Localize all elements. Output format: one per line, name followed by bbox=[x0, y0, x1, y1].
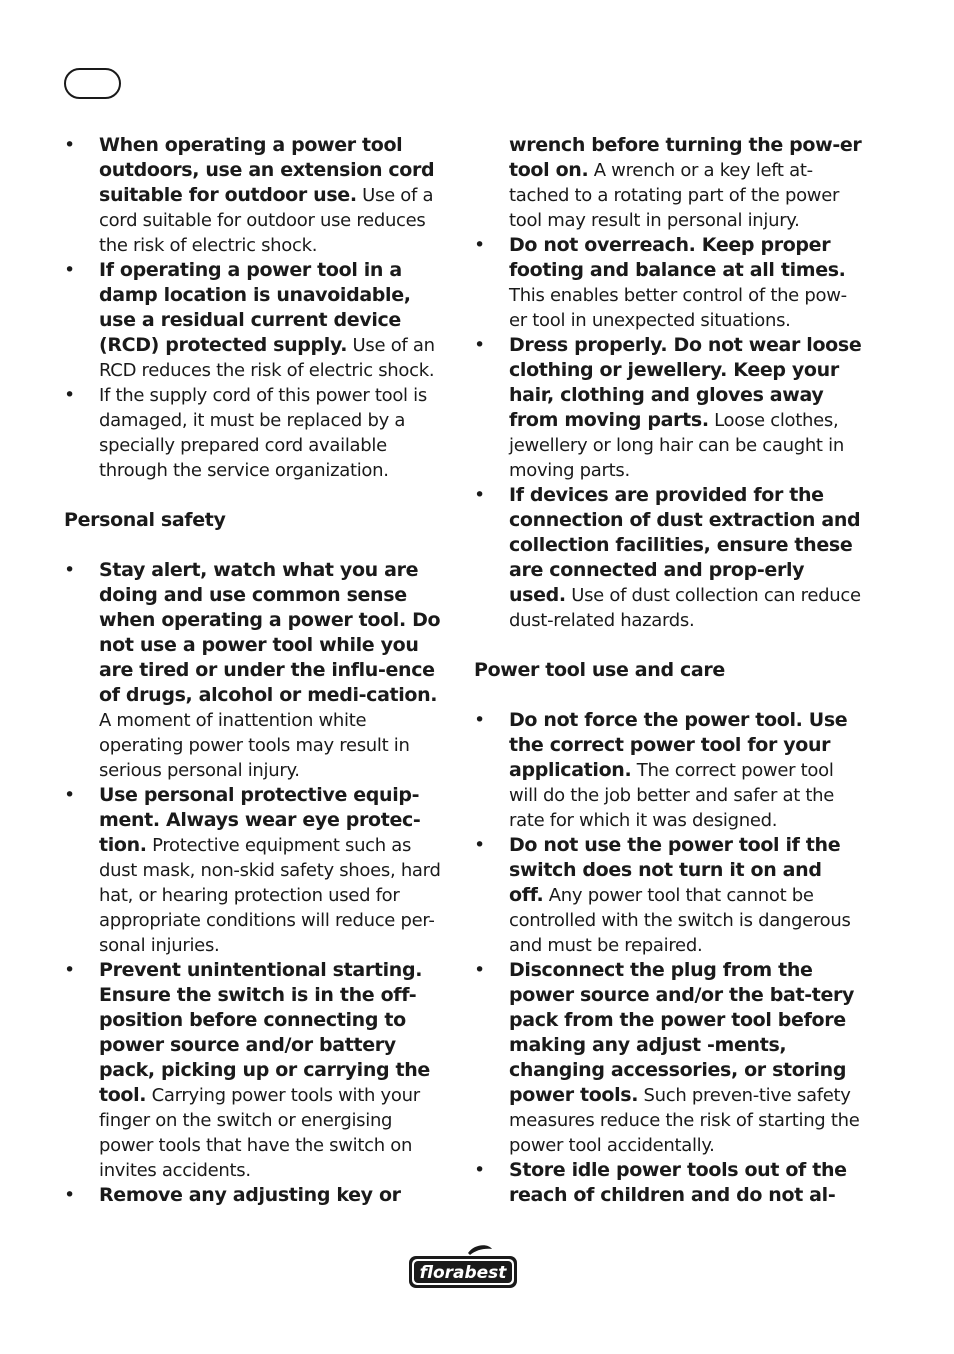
item-normal-text: A moment of inattention white operating power tools may result in serious personal injury. bbox=[99, 710, 410, 781]
item-normal-text: Carrying power tools with your finger on the switch or energising power tools that have the switch on invites accidents. bbox=[99, 1085, 420, 1181]
bullet: • bbox=[64, 1184, 75, 1206]
item-normal-text: Any power tool that cannot be controlled with the switch is dangerous and must be repaired. bbox=[509, 885, 851, 956]
list-item bbox=[474, 833, 862, 958]
bullet: • bbox=[64, 784, 75, 806]
item-normal-text: Such preven-tive safety measures reduce the risk of starting the power tool accidentally. bbox=[509, 1085, 860, 1156]
list-item bbox=[474, 233, 862, 333]
list-item bbox=[64, 133, 449, 258]
section-heading-power-tool-use: Power tool use and care bbox=[474, 659, 725, 681]
list-item bbox=[64, 558, 449, 783]
florabest-logo bbox=[408, 1243, 518, 1291]
language-tab bbox=[64, 68, 121, 99]
bullet: • bbox=[474, 484, 485, 506]
bullet: • bbox=[474, 834, 485, 856]
item-normal-text: Loose clothes, jewellery or long hair can be caught in moving parts. bbox=[509, 410, 844, 481]
item-normal-text: A wrench or a key left at-tached to a rotating part of the power tool may result in personal injury. bbox=[509, 160, 840, 231]
list-item bbox=[64, 783, 449, 958]
bullet: • bbox=[64, 134, 75, 156]
bullet: • bbox=[474, 709, 485, 731]
right-column bbox=[474, 133, 862, 1208]
item-bold-text: Do not force the power tool. Use the correct power tool for your application. bbox=[509, 709, 848, 781]
bullet: • bbox=[64, 384, 75, 406]
item-normal-text: This enables better control of the pow-er tool in unexpected situations. bbox=[509, 285, 847, 331]
bullet: • bbox=[474, 234, 485, 256]
list-item-continuation bbox=[474, 133, 862, 233]
item-bold-text: Disconnect the plug from the power source and/or the bat-tery pack from the power tool before making any adjust -ments, changing accessories, or storing power tools. bbox=[509, 959, 855, 1106]
item-bold-text: wrench before turning the pow-er tool on. bbox=[509, 134, 862, 181]
item-bold-text: Remove any adjusting key or bbox=[99, 1184, 401, 1206]
item-normal-text: The correct power tool will do the job better and safer at the rate for which it was designed. bbox=[509, 760, 835, 831]
item-bold-text: Do not use the power tool if the switch does not turn it on and off. bbox=[509, 834, 841, 906]
section-heading-personal-safety: Personal safety bbox=[64, 509, 226, 531]
list-item bbox=[474, 333, 862, 483]
list-item bbox=[474, 708, 862, 833]
item-bold-text: If operating a power tool in a damp location is unavoidable, use a residual current device (RCD) protected supply. bbox=[99, 259, 411, 356]
bullet: • bbox=[64, 259, 75, 281]
item-bold-text: Prevent unintentional starting. Ensure the switch is in the off-position before connecting to power source and/or battery pack, picking up or carrying the tool. bbox=[99, 959, 430, 1106]
item-normal-text: Protective equipment such as dust mask, non-skid safety shoes, hard hat, or hearing protection used for appropriate conditions will reduce per-sonal injuries. bbox=[99, 835, 441, 956]
item-normal-text: Use of a cord suitable for outdoor use reduces the risk of electric shock. bbox=[99, 185, 434, 256]
item-normal-text: Use of an RCD reduces the risk of electric shock. bbox=[99, 335, 435, 381]
item-normal-text: If the supply cord of this power tool is damaged, it must be replaced by a specially prepared cord available through the service organization. bbox=[99, 385, 427, 481]
list-item bbox=[64, 1183, 449, 1208]
list-item bbox=[64, 383, 449, 483]
list-item bbox=[474, 483, 862, 633]
item-normal-text: Use of dust collection can reduce dust-related hazards. bbox=[509, 585, 861, 631]
left-column bbox=[64, 133, 449, 1208]
list-item bbox=[474, 1158, 862, 1208]
item-bold-text: Stay alert, watch what you are doing and use common sense when operating a power tool. Do not use a power tool while you are tired or under the influ-ence of drugs, alcohol or medi-cation. bbox=[99, 559, 441, 706]
svg-text:florabest: florabest bbox=[419, 1263, 507, 1283]
bullet: • bbox=[474, 959, 485, 981]
bullet: • bbox=[474, 1159, 485, 1181]
item-bold-text: Use personal protective equip-ment. Always wear eye protec-tion. bbox=[99, 784, 421, 856]
list-item bbox=[474, 958, 862, 1158]
item-bold-text: When operating a power tool outdoors, use an extension cord suitable for outdoor use. bbox=[99, 134, 435, 206]
item-bold-text: Store idle power tools out of the reach of children and do not al- bbox=[509, 1159, 847, 1206]
bullet: • bbox=[64, 959, 75, 981]
bullet: • bbox=[64, 559, 75, 581]
bullet: • bbox=[474, 334, 485, 356]
item-bold-text: If devices are provided for the connection of dust extraction and collection facilities, ensure these are connected and prop-erly used. bbox=[509, 484, 861, 606]
item-bold-text: Dress properly. Do not wear loose clothing or jewellery. Keep your hair, clothing and gloves away from moving parts. bbox=[509, 334, 862, 431]
list-item bbox=[64, 258, 449, 383]
list-item bbox=[64, 958, 449, 1183]
item-bold-text: Do not overreach. Keep proper footing and balance at all times. bbox=[509, 234, 846, 281]
